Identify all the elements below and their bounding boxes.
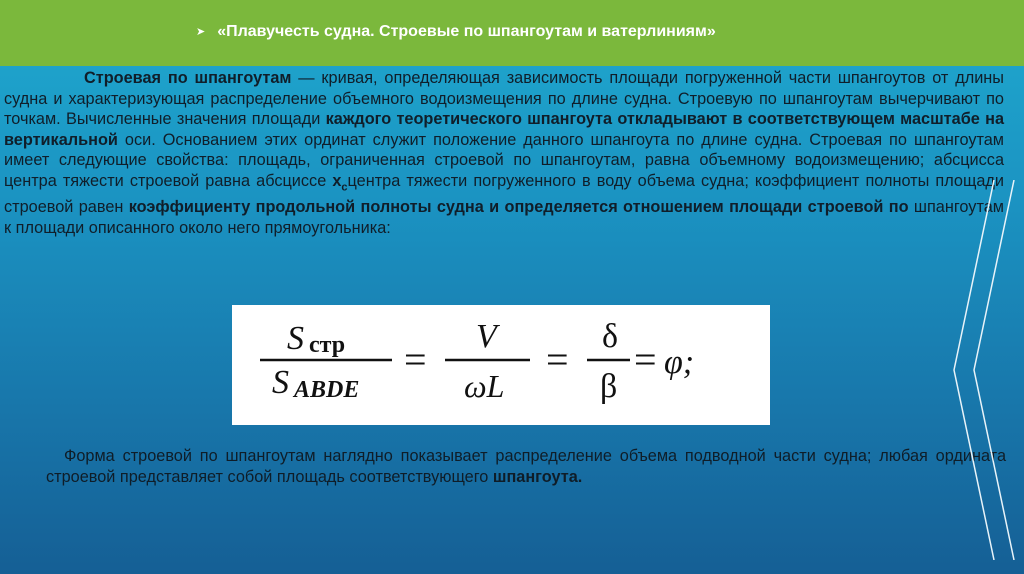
formula-num1: S bbox=[287, 320, 304, 357]
main-paragraph bbox=[4, 68, 1004, 238]
paragraph-text-d: шпангоутам к площади описанного около него прямоугольника: bbox=[4, 198, 1004, 237]
paragraph-text-a: — кривая, определяющая зависимость площади погруженной части шпангоутов от длины судна и характеризующая распределение объемного водоизмещения по длине судна. Строевую по шпангоутам вычерчивают по точкам. Вычисленные значения площади bbox=[4, 69, 1004, 128]
formula bbox=[232, 305, 770, 425]
formula-num2: V bbox=[476, 318, 497, 355]
formula-eq3: = bbox=[634, 337, 657, 382]
paragraph2-text: Форма строевой по шпангоутам наглядно показывает распределение объема подводной части судна; любая ордината строевой представляет собой площадь соответствующего bbox=[46, 447, 1006, 486]
paragraph-bold-b: коэффициенту продольной полноты судна и определяется отношением площади строевой по bbox=[128, 198, 909, 217]
paragraph-text-b: оси. Основанием этих ординат служит положение данного шпангоута по длине судна. Строевая по шпангоутам имеет следующие свойства: площадь, ограниченная строевой по шпангоутам, равна объемному водоизмещению; абсцисса центра тяжести строевой равна абсциссе bbox=[4, 130, 1004, 190]
paragraph-bold-a: каждого теоретического шпангоута откладывают в соответствующем масштабе на вертикальной bbox=[4, 110, 1004, 149]
paragraph2-bold: шпангоута. bbox=[492, 467, 583, 486]
formula-eq1: = bbox=[404, 337, 427, 382]
term-label: Строевая по шпангоутам bbox=[84, 69, 292, 87]
second-paragraph bbox=[46, 446, 1006, 487]
slide-title: «Плавучесть судна. Строевые по шпангоутам и ватерлиниям» bbox=[217, 23, 716, 40]
formula-den1: S bbox=[272, 364, 289, 401]
formula-num1-sub: стр bbox=[309, 332, 346, 358]
formula-den1-sub: ABDE bbox=[294, 377, 360, 403]
paragraph-text-c: центра тяжести погруженного в воду объема судна; коэффициент полноты площади строевой равен bbox=[4, 171, 1004, 217]
arrow-right-icon: ➤ bbox=[196, 26, 206, 38]
formula-result: φ; bbox=[664, 344, 695, 381]
formula-eq2: = bbox=[546, 337, 569, 382]
title-row bbox=[196, 22, 716, 42]
formula-den3: β bbox=[600, 368, 618, 405]
formula-image bbox=[232, 305, 770, 425]
chevron-decoration-icon bbox=[946, 180, 1024, 560]
title-band bbox=[0, 0, 1024, 66]
xc-symbol: $x_c$ bbox=[332, 171, 348, 193]
formula-num3: δ bbox=[602, 318, 619, 355]
formula-den2: ωL bbox=[464, 368, 505, 404]
